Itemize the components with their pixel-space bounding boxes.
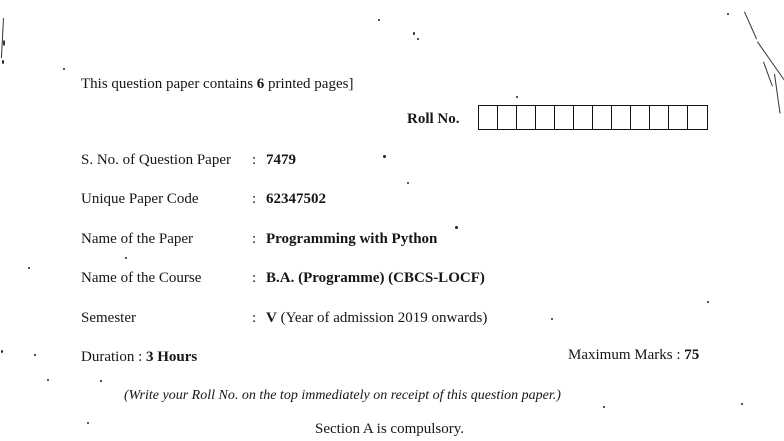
roll-no-box[interactable] <box>593 106 612 129</box>
max-marks <box>568 346 699 364</box>
scan-speck <box>707 301 709 303</box>
field-separator: : <box>252 270 257 286</box>
duration-value: 3 Hours <box>146 349 198 365</box>
field-separator: : <box>252 191 257 207</box>
scan-speck <box>3 40 5 46</box>
field-value-semester <box>266 309 487 327</box>
semester-number: V <box>266 310 277 326</box>
section-a-note: Section A is compulsory. <box>315 421 465 437</box>
scan-speck <box>516 96 518 98</box>
scan-speck <box>2 60 4 64</box>
duration <box>81 348 197 366</box>
pages-note-prefix: This question paper contains <box>81 76 254 92</box>
field-value-paper-name: Programming with Python <box>266 231 438 247</box>
field-value-paper-code: 62347502 <box>266 191 326 207</box>
field-value-question-paper-sno: 7479 <box>266 152 296 168</box>
scan-speck <box>28 267 30 269</box>
scan-speck <box>378 19 380 21</box>
field-separator: : <box>252 231 257 247</box>
scan-speck <box>741 403 743 405</box>
scan-speck <box>603 406 605 408</box>
field-label-course-name: Name of the Course <box>81 270 202 286</box>
pages-note-suffix: printed pages] <box>268 76 354 92</box>
roll-no-instruction: (Write your Roll No. on the top immediately on receipt of this question paper.) <box>124 388 561 403</box>
scan-speck <box>87 422 89 424</box>
field-label-paper-name: Name of the Paper <box>81 231 194 247</box>
field-label-question-paper-sno: S. No. of Question Paper <box>81 152 231 168</box>
roll-no-box[interactable] <box>479 106 498 129</box>
scan-speck <box>383 155 386 158</box>
scan-speck <box>455 226 458 229</box>
field-value-course-name: B.A. (Programme) (CBCS-LOCF) <box>266 270 485 286</box>
scan-speck <box>727 13 729 15</box>
max-marks-label: Maximum Marks : <box>568 347 681 363</box>
scan-speck <box>100 380 102 382</box>
roll-no-box[interactable] <box>574 106 593 129</box>
roll-no-box[interactable] <box>612 106 631 129</box>
scan-speck <box>63 68 65 70</box>
roll-no-box[interactable] <box>688 106 707 129</box>
max-marks-value: 75 <box>684 347 700 363</box>
field-label-paper-code: Unique Paper Code <box>81 191 199 207</box>
field-separator: : <box>252 152 257 168</box>
scan-speck <box>413 32 415 35</box>
scan-edge-mark <box>1 18 4 58</box>
roll-no-boxes[interactable] <box>478 105 708 130</box>
roll-no-box[interactable] <box>555 106 574 129</box>
roll-no-box[interactable] <box>669 106 688 129</box>
roll-no-box[interactable] <box>631 106 650 129</box>
scan-speck <box>407 182 409 184</box>
roll-no-box[interactable] <box>498 106 517 129</box>
scan-edge-mark <box>744 12 757 40</box>
scan-speck <box>417 38 419 40</box>
field-label-semester: Semester <box>81 310 136 326</box>
pages-count: 6 <box>256 76 265 92</box>
scan-speck <box>47 379 49 381</box>
roll-no-box[interactable] <box>536 106 555 129</box>
pages-note <box>81 75 353 93</box>
scan-edge-mark <box>774 74 781 114</box>
scan-speck <box>1 350 3 353</box>
scan-speck <box>125 257 127 259</box>
scan-speck <box>551 318 553 320</box>
roll-no-box[interactable] <box>517 106 536 129</box>
roll-no-box[interactable] <box>650 106 669 129</box>
field-separator: : <box>252 310 257 326</box>
duration-label: Duration : <box>81 349 143 365</box>
scan-speck <box>34 354 36 356</box>
roll-no-label: Roll No. <box>407 111 460 127</box>
semester-admission-note: (Year of admission 2019 onwards) <box>280 310 488 326</box>
scan-edge-mark <box>763 62 773 87</box>
